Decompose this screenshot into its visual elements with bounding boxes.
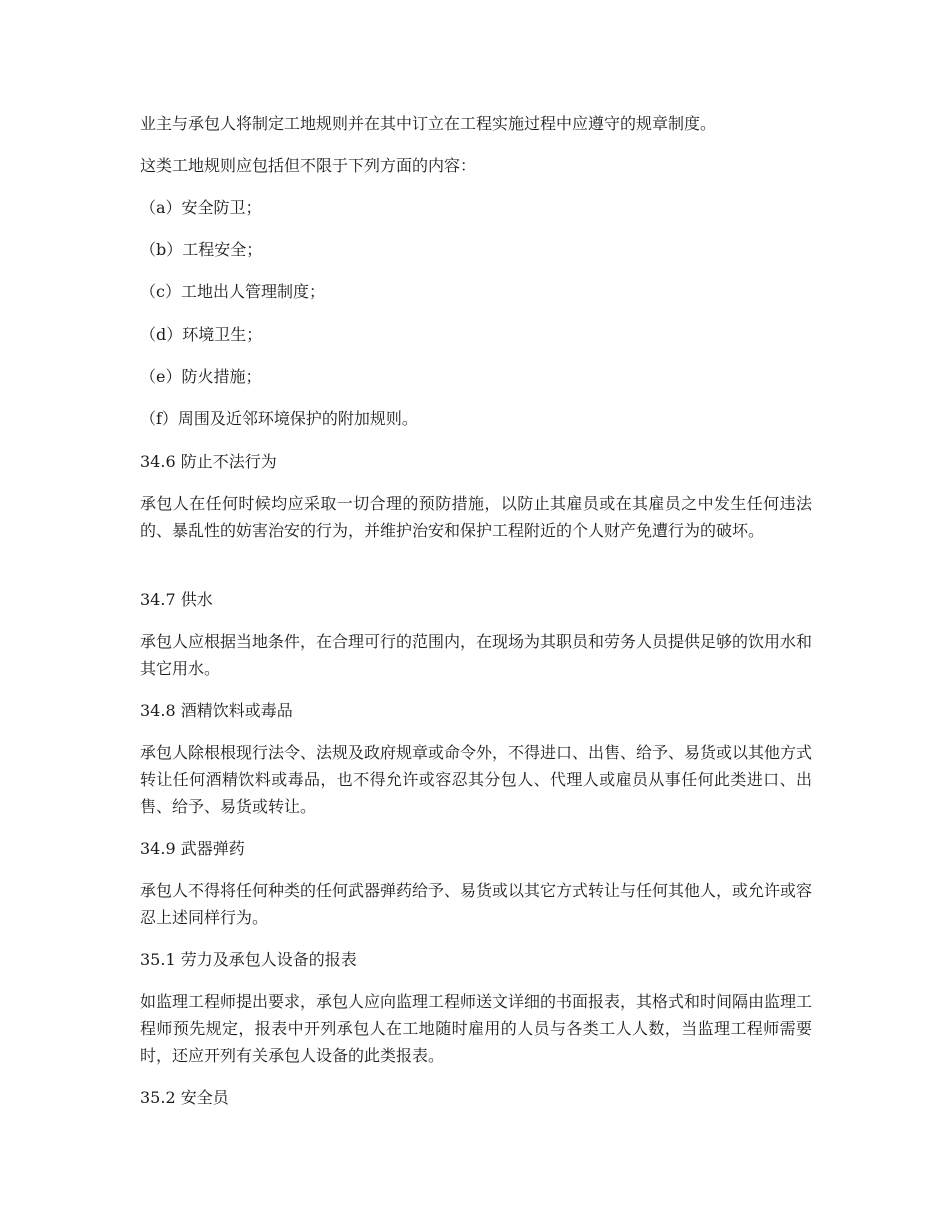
list-item-c: （c）工地出人管理制度；: [140, 282, 325, 301]
section-heading-34-6: 34.6 防止不法行为: [140, 452, 277, 471]
section-heading-34-8: 34.8 酒精饮料或毒品: [140, 701, 293, 720]
section-body-34-9: 承包人不得将任何种类的任何武器弹药给予、易货或以其它方式转让与任何其他人，或允许或容忍上述同样行为。: [140, 881, 813, 927]
list-item-a: （a）安全防卫；: [140, 198, 262, 217]
list-item-d: （d）环境卫生；: [140, 325, 263, 344]
section-body-35-1: 如监理工程师提出要求，承包人应向监理工程师送文详细的书面报表，其格式和时间隔由监理工程师预先规定，报表中开列承包人在工地随时雇用的人员与各类工人人数，当监理工程师需要时，还应开列有关承包人设备的此类报表。: [140, 992, 813, 1065]
intro-line-2: 这类工地规则应包括但不限于下列方面的内容：: [140, 156, 477, 175]
section-heading-34-7: 34.7 供水: [140, 590, 213, 609]
section-body-34-7: 承包人应根据当地条件，在合理可行的范围内，在现场为其职员和劳务人员提供足够的饮用水和其它用水。: [140, 632, 813, 678]
list-item-f: （f）周围及近邻环境保护的附加规则。: [140, 409, 418, 428]
section-heading-34-9: 34.9 武器弹药: [140, 839, 245, 858]
section-heading-35-2: 35.2 安全员: [140, 1088, 229, 1107]
section-body-34-8: 承包人除根根现行法令、法规及政府规章或命令外，不得进口、出售、给予、易货或以其他方式转让任何酒精饮料或毒品，也不得允许或容忍其分包人、代理人或雇员从事任何此类进口、出售、给予、易货或转让。: [140, 743, 813, 816]
list-item-b: （b）工程安全；: [140, 240, 263, 259]
list-item-e: （e）防火措施；: [140, 367, 262, 386]
intro-line-1: 业主与承包人将制定工地规则并在其中订立在工程实施过程中应遵守的规章制度。: [140, 114, 717, 133]
section-body-34-6: 承包人在任何时候均应采取一切合理的预防措施，以防止其雇员或在其雇员之中发生任何违法的、暴乱性的妨害治安的行为，并维护治安和保护工程附近的个人财产免遭行为的破坏。: [140, 494, 812, 540]
section-heading-35-1: 35.1 劳力及承包人设备的报表: [140, 950, 357, 969]
